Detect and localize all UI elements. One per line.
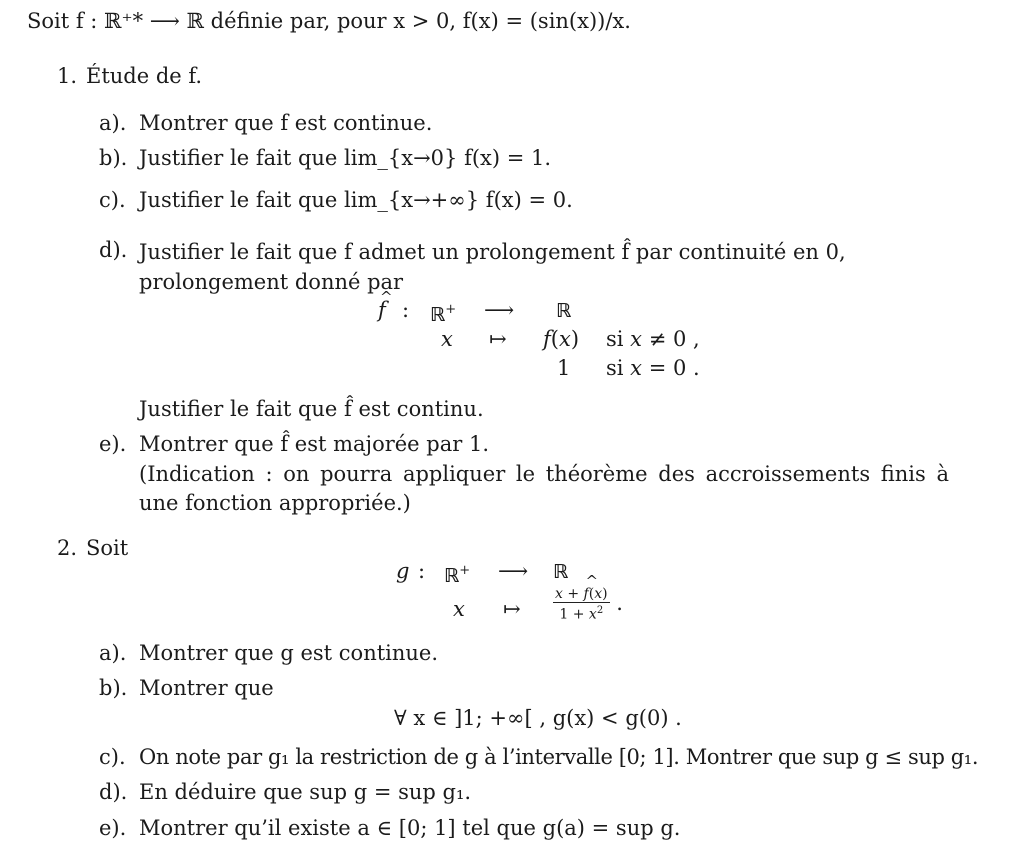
item-text: En déduire que sup g = sup g₁. [139, 780, 472, 804]
part2-title: Soit [86, 536, 129, 560]
intro-line: Soit f : ℝ⁺* ⟶ ℝ définie par, pour x > 0, f(x) = (sin(x))/x. [27, 9, 631, 33]
item-label: b). [99, 676, 128, 700]
item-label: e). [99, 816, 127, 840]
d-followup: Justifier le fait que f̂ est continu. [139, 397, 484, 421]
part1-title: Étude de f. [86, 64, 203, 88]
item-label: e). [99, 432, 127, 456]
item-text: Montrer que g est continue. [139, 641, 439, 665]
item-text: Montrer que f est continue. [139, 111, 433, 135]
part2-number: 2. [57, 536, 78, 560]
item-text: Justifier le fait que f admet un prolongement f̂ par continuité en 0, prolongement donné par [139, 240, 846, 294]
item-text: Justifier le fait que lim_{x→0} f(x) = 1. [139, 146, 552, 170]
item-label: c). [99, 745, 126, 769]
item-text: Montrer que [139, 676, 274, 700]
item-label: a). [99, 111, 127, 135]
b-formula: ∀ x ∈ ]1; +∞[ , g(x) < g(0) . [394, 706, 682, 730]
item-label: c). [99, 188, 126, 212]
part1-number: 1. [57, 64, 78, 88]
item-label: d). [99, 238, 128, 262]
item-label: a). [99, 641, 127, 665]
exercise-page: Soit f : ℝ⁺* ⟶ ℝ définie par, pour x > 0, f(x) = (sin(x))/x. 1. Étude de f. a). Montrer que f est continue. b). Justifier le fait que lim_{x→0} f(x) = 1. c). Justifier le fait que lim_{x→+∞} f(x) = 0. d). Justifier le fait que f admet un prolongement f̂ par continuité en 0, prolongement donné par ^ f : ℝ+ ⟶ ℝ x ↦ f(x) si x ≠ 0 , 1 si x = 0 . Justifier le fait que f̂ est continu. e). Montrer que f̂ est majorée par 1. (Indication : on pourra appliquer le théorème des accroissements finis à une fonction appropriée.) 2. Soit g : ℝ+ ⟶ ℝ x ↦ $\frac{x + \^{} f(x)}{1 + x^2}$ . a). Montrer que g est continue. b). Montrer que ∀ x ∈ ]1; +∞[ , g(x) < g(0) . c). On note par g₁ la restriction de g à l’intervalle [0; 1]. Montrer que sup g ≤ sup g₁. d). En déduire que sup g = sup g₁. e). Montrer qu’il existe a ∈ [0; 1] tel que g(a) = sup g. [0, 0, 1031, 846]
item-label: d). [99, 780, 128, 804]
item-text: Montrer que f̂ est majorée par 1. [139, 432, 489, 456]
item-label: b). [99, 146, 128, 170]
item-text: Montrer qu’il existe a ∈ [0; 1] tel que g(a) = sup g. [139, 816, 681, 840]
item-text: Justifier le fait que lim_{x→+∞} f(x) = 0. [139, 188, 573, 212]
item-text: On note par g₁ la restriction de g à l’intervalle [0; 1]. Montrer que sup g ≤ sup g₁. [139, 745, 979, 769]
e-hint: (Indication : on pourra appliquer le théorème des accroissements finis à une fonction appropriée.) [139, 462, 949, 515]
